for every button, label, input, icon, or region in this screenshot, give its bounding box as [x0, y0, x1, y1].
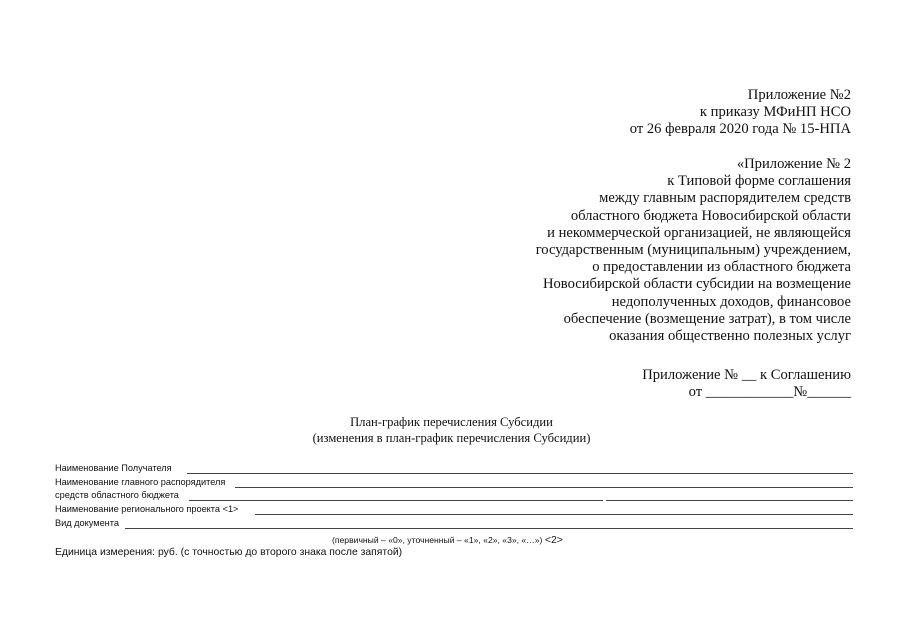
- annex-header-line: от 26 февраля 2020 года № 15-НПА: [629, 121, 851, 138]
- recipient-fill-line[interactable]: [187, 473, 853, 474]
- regional-project-field: [55, 504, 853, 517]
- annex-header-line: к приказу МФиНП НСО: [699, 104, 851, 121]
- doctype-label: Вид документа: [55, 518, 119, 528]
- document-type-field: [55, 518, 853, 531]
- project-label: Наименование регионального проекта <1>: [55, 504, 239, 514]
- recipient-field: [55, 463, 853, 476]
- document-title: [0, 414, 905, 446]
- form-header-line: к Типовой форме соглашения: [667, 173, 851, 190]
- agreement-date-number: от ____________№______: [688, 384, 851, 401]
- manager-label-2: средств областного бюджета: [55, 490, 179, 500]
- footnote-ref: <2>: [544, 534, 563, 546]
- form-header-line: недополученных доходов, финансовое: [611, 293, 851, 310]
- manager-fill-line-1[interactable]: [235, 487, 853, 488]
- document-type-hint: [332, 534, 563, 546]
- annex-header-line: Приложение №2: [747, 87, 851, 103]
- form-header-line: о предоставлении из областного бюджета: [592, 259, 851, 276]
- form-header-line: и некоммерческой организацией, не являющейся: [547, 224, 851, 241]
- manager-field-line1: [55, 477, 853, 490]
- unit-of-measure: Единица измерения: руб. (с точностью до второго знака после запятой): [55, 547, 403, 558]
- form-header: [536, 156, 851, 345]
- title-main: План-график перечисления Субсидии: [350, 415, 553, 429]
- form-header-line: областного бюджета Новосибирской области: [570, 207, 851, 224]
- doctype-fill-line[interactable]: [125, 528, 853, 529]
- form-header-line: Новосибирской области субсидии на возмещение: [542, 276, 851, 293]
- agreement-annex-number: Приложение № __ к Соглашению: [642, 367, 851, 383]
- manager-fill-line-2a[interactable]: [189, 500, 603, 501]
- form-header-line: государственным (муниципальным) учреждением,: [535, 242, 851, 259]
- project-fill-line[interactable]: [255, 514, 853, 515]
- form-header-line: между главным распорядителем средств: [599, 190, 851, 207]
- manager-field-line2: [55, 490, 853, 503]
- manager-label-1: Наименование главного распорядителя: [55, 477, 226, 487]
- annex-header: [630, 87, 851, 139]
- form-header-line: оказания общественно полезных услуг: [609, 328, 851, 345]
- form-header-line: обеспечение (возмещение затрат), в том числе: [563, 310, 851, 327]
- form-header-line: «Приложение № 2: [736, 156, 851, 172]
- manager-fill-line-2b[interactable]: [606, 500, 853, 501]
- doctype-hint-text: (первичный – «0», уточненный – «1», «2», «3», «…»): [332, 535, 543, 545]
- recipient-label: Наименование Получателя: [55, 463, 172, 473]
- title-sub: (изменения в план-график перечисления Субсидии): [312, 431, 591, 445]
- agreement-reference: [642, 367, 851, 401]
